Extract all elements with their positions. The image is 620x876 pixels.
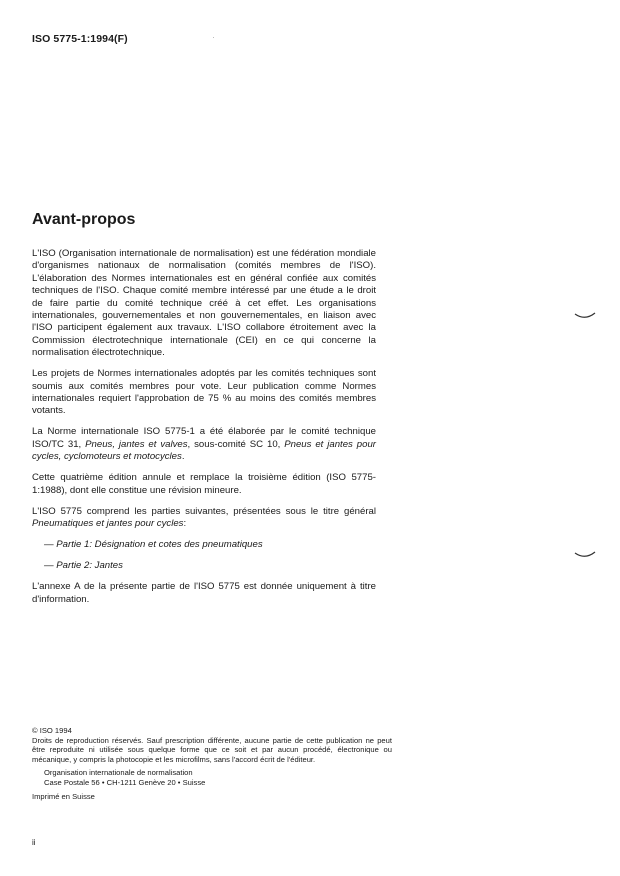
copyright-footer [32,726,392,801]
committee-title: Pneus, jantes et valves [85,438,188,450]
paragraph-parts: L'ISO 5775 comprend les parties suivantes, présentées sous le titre général Pneumatiques et jantes pour cycles: [32,505,376,530]
foreword-body [32,248,376,615]
list-item-part-2: — Partie 2: Jantes [44,560,123,572]
organisation-name: Organisation internationale de normalisation [44,768,193,778]
paragraph-annex: L'annexe A de la présente partie de l'ISO 5775 est donnée uniquement à titre d'information. [32,581,376,605]
organisation-address: Case Postale 56 • CH-1211 Genève 20 • Suisse [44,777,206,787]
paragraph-iso-intro: L'ISO (Organisation internationale de normalisation) est une fédération mondiale d'organismes nationaux de normalisation (comités membres de l'ISO). L'élaboration des Normes internationales est en général confiée aux comités techniques de l'ISO. Chaque comité membre intéressé par une étude a le droit de faire partie du comité technique créé à cet effet. Les organisations internationales, gouvernementales et non gouvernementales, en liaison avec l'ISO participent également aux travaux. L'ISO collabore étroitement avec la Commission électrotechnique internationale (CEI) en ce qui concerne la normalisation électrotechnique. [32,248,376,359]
margin-mark [574,551,596,559]
standard-id-header: ISO 5775-1:1994(F) [32,33,128,45]
subcommittee-title: Pneus et jantes pour cycles, cyclomoteurs et motocycles [32,438,376,463]
scan-speck [213,37,214,38]
list-item-part-1: — Partie 1: Désignation et cotes des pneumatiques [44,539,263,551]
rights-notice: Droits de reproduction réservés. Sauf prescription différente, aucune partie de cette publication ne peut être reproduite ni utilisée sous quelque forme que ce soit et par aucun procédé, électronique ou mécanique, y compris la photocopie et les microfilms, sans l'accord écrit de l'éditeur. [32,735,392,764]
paragraph-committee: La Norme internationale ISO 5775-1 a été élaborée par le comité technique ISO/TC 31, Pneus, jantes et valves, sous-comité SC 10, Pneus et jantes pour cycles, cyclomoteurs et motocycles. [32,426,376,463]
series-title: Pneumatiques et jantes pour cycles [32,518,184,530]
printed-in: Imprimé en Suisse [32,791,95,801]
paragraph-draft-standards: Les projets de Normes internationales adoptés par les comités techniques sont soumis aux comités membres pour vote. Leur publication comme Normes internationales requiert l'approbation de 75 % au moins des comités membres votants. [32,368,376,417]
margin-mark [574,312,596,320]
page-number: ii [32,838,36,847]
page-title: Avant-propos [32,211,136,228]
paragraph-edition: Cette quatrième édition annule et remplace la troisième édition (ISO 5775-1:1988), dont elle constitue une révision mineure. [32,472,376,496]
copyright-line: © ISO 1994 [32,726,72,735]
